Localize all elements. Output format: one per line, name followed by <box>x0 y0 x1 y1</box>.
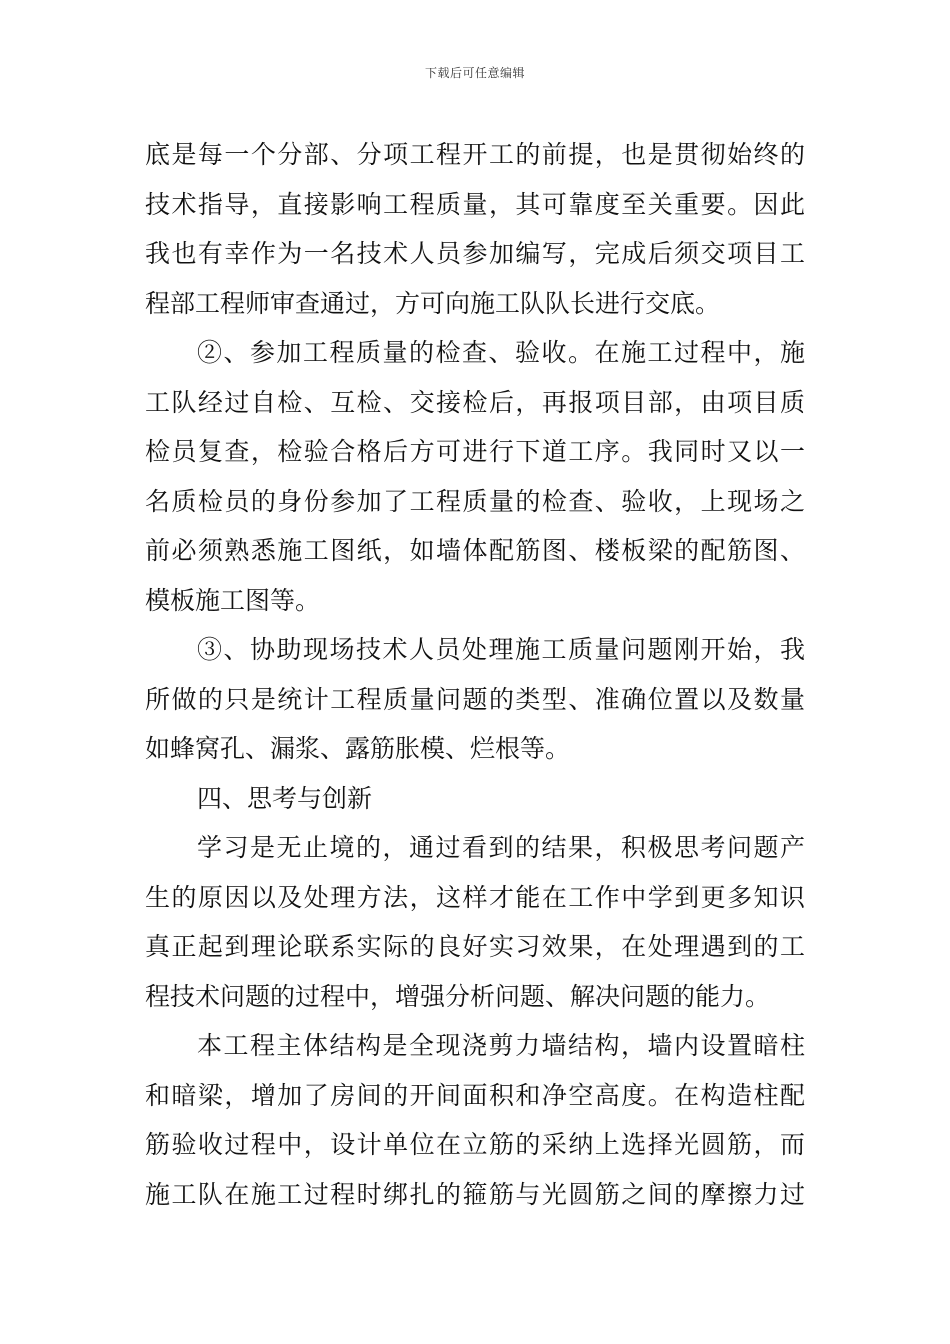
text-line: 模板施工图等。 <box>145 585 321 615</box>
text-line: 真正起到理论联系实际的良好实习效果，在处理遇到的工 <box>145 932 805 961</box>
page-header: 下载后可任意编辑 <box>424 66 525 80</box>
text-line: 底是每一个分部、分项工程开工的前提，也是贯彻始终的 <box>145 140 805 169</box>
text-line: 筋验收过程中，设计单位在立筋的采纳上选择光圆筋，而 <box>145 1130 805 1159</box>
text-line: 技术指导，直接影响工程质量，其可靠度至关重要。因此 <box>145 189 805 219</box>
text-line: 学习是无止境的，通过看到的结果，积极思考问题产 <box>197 833 805 862</box>
text-line: 所做的只是统计工程质量问题的类型、准确位置以及数量 <box>145 684 805 714</box>
text-line: 本工程主体结构是全现浇剪力墙结构，墙内设置暗柱 <box>197 1031 805 1060</box>
text-line: 前必须熟悉施工图纸，如墙体配筋图、楼板梁的配筋图、 <box>145 536 805 565</box>
text-line: 和暗梁，增加了房间的开间面积和净空高度。在构造柱配 <box>145 1080 805 1110</box>
text-line: 程部工程师审查通过，方可向施工队队长进行交底。 <box>145 288 721 318</box>
text-line: 生的原因以及处理方法，这样才能在工作中学到更多知识 <box>145 882 805 912</box>
text-line: 我也有幸作为一名技术人员参加编写，完成后须交项目工 <box>145 239 805 268</box>
text-line: ②、参加工程质量的检查、验收。在施工过程中，施 <box>197 338 805 367</box>
text-line: 如蜂窝孔、漏浆、露筋胀模、烂根等。 <box>145 734 571 763</box>
section-heading: 四、思考与创新 <box>197 783 373 813</box>
document-body <box>145 130 805 1219</box>
text-line: ③、协助现场技术人员处理施工质量问题刚开始，我 <box>197 635 805 664</box>
text-line: 程技术问题的过程中，增强分析问题、解决问题的能力。 <box>145 981 771 1011</box>
text-line: 检员复查，检验合格后方可进行下道工序。我同时又以一 <box>145 437 805 466</box>
text-line: 名质检员的身份参加了工程质量的检查、验收，上现场之 <box>145 486 805 516</box>
text-line: 施工队在施工过程时绑扎的箍筋与光圆筋之间的摩擦力过 <box>145 1179 805 1209</box>
text-line: 工队经过自检、互检、交接检后，再报项目部，由项目质 <box>145 387 805 417</box>
